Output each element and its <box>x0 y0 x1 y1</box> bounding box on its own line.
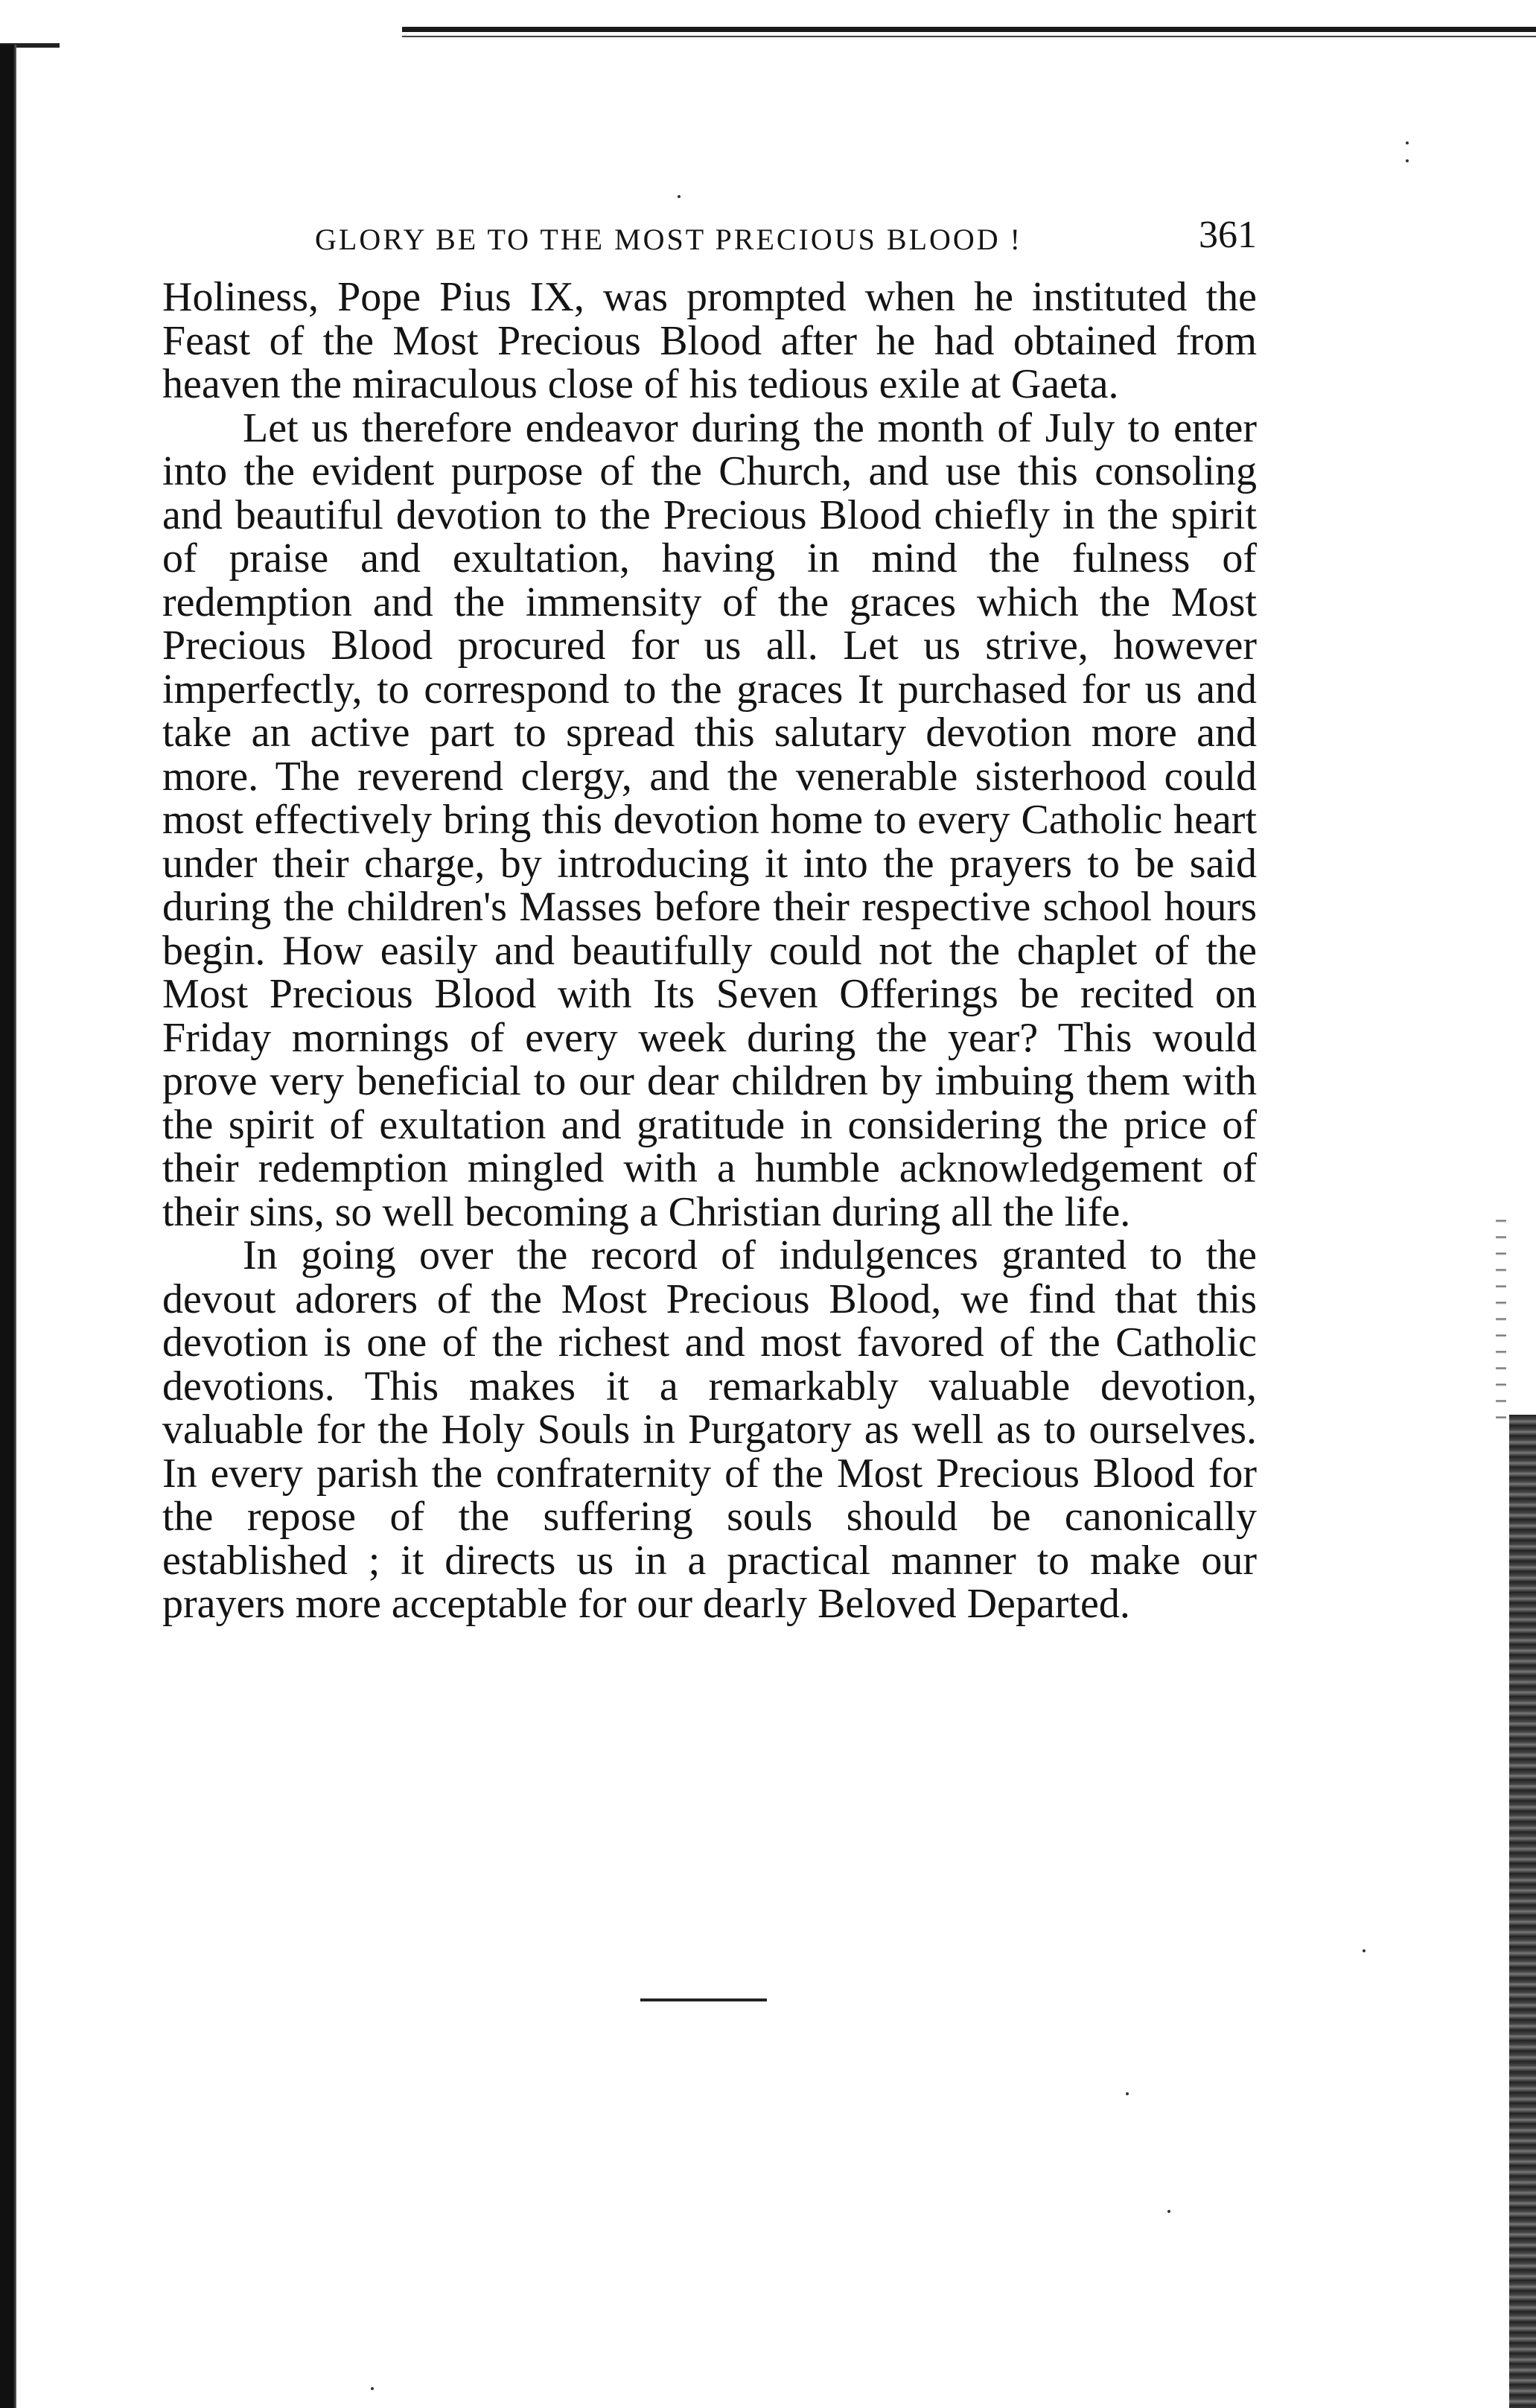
book-page <box>162 208 1257 1626</box>
paragraph-3: In going over the record of indulgences granted to the devout adorers of the Most Precious Blood, we find that this devotion is one of the richest and most favored of the Catholic devotions. This makes it a remarkably valuable devotion, valuable for the Holy Souls in Purgatory as well as to ourselves. In every parish the confraternity of the Most Precious Blood for the repose of the suffering souls should be canonically established ; it directs us in a practical manner to make our prayers more acceptable for our dearly Beloved Departed. <box>162 1232 1257 1627</box>
paragraph-2: Let us therefore endeavor during the month of July to enter into the evident purpose of the Church, and use this consoling and beautiful devotion to the Precious Blood chiefly in the spirit of praise and exultation, having in mind the fulness of redemption and the immensity of the graces which the Most Precious Blood procured for us all. Let us strive, however imperfectly, to correspond to the graces It purchased for us and take an active part to spread this salutary devotion more and more. The reverend clergy, and the venerable sisterhood could most effectively bring this devotion home to every Catholic heart under their charge, by introducing it into the prayers to be said during the children's Masses before their respective school hours begin. How easily and beautifully could not the chaplet of the Most Precious Blood with Its Seven Offerings be recited on Friday mornings of every week during the year? This would prove very beneficial to our dear children by imbuing them with the spirit of exultation and gratitude in considering the price of their redemption mingled with a humble acknowledgement of their sins, so well becoming a Christian during all the life. <box>162 404 1257 1235</box>
scan-speck <box>678 195 681 198</box>
scan-speck <box>1406 159 1409 162</box>
scan-top-rule <box>402 27 1536 32</box>
scan-top-rule-thin <box>402 36 1536 37</box>
scan-speck <box>1363 1949 1365 1952</box>
end-of-section-rule <box>640 1998 767 2001</box>
body-text <box>162 275 1257 1626</box>
scan-speck <box>1126 2092 1129 2095</box>
running-head-title: GLORY BE TO THE MOST PRECIOUS BLOOD ! <box>315 223 1022 256</box>
scan-speck <box>371 2387 374 2390</box>
paragraph-1: Holiness, Pope Pius IX, was prompted when he instituted the Feast of the Most Precious Blood after he had obtained from heaven the miraculous close of his tedious exile at Gaeta. <box>162 274 1257 407</box>
scan-speck <box>1167 2210 1170 2213</box>
binding-edge-left <box>0 45 16 2408</box>
binding-edge-right <box>1509 1415 1536 2408</box>
page-number: 361 <box>1199 214 1257 256</box>
scan-speck <box>1406 141 1409 144</box>
running-head <box>162 208 1257 268</box>
binding-specks-right <box>1496 1206 1506 1430</box>
